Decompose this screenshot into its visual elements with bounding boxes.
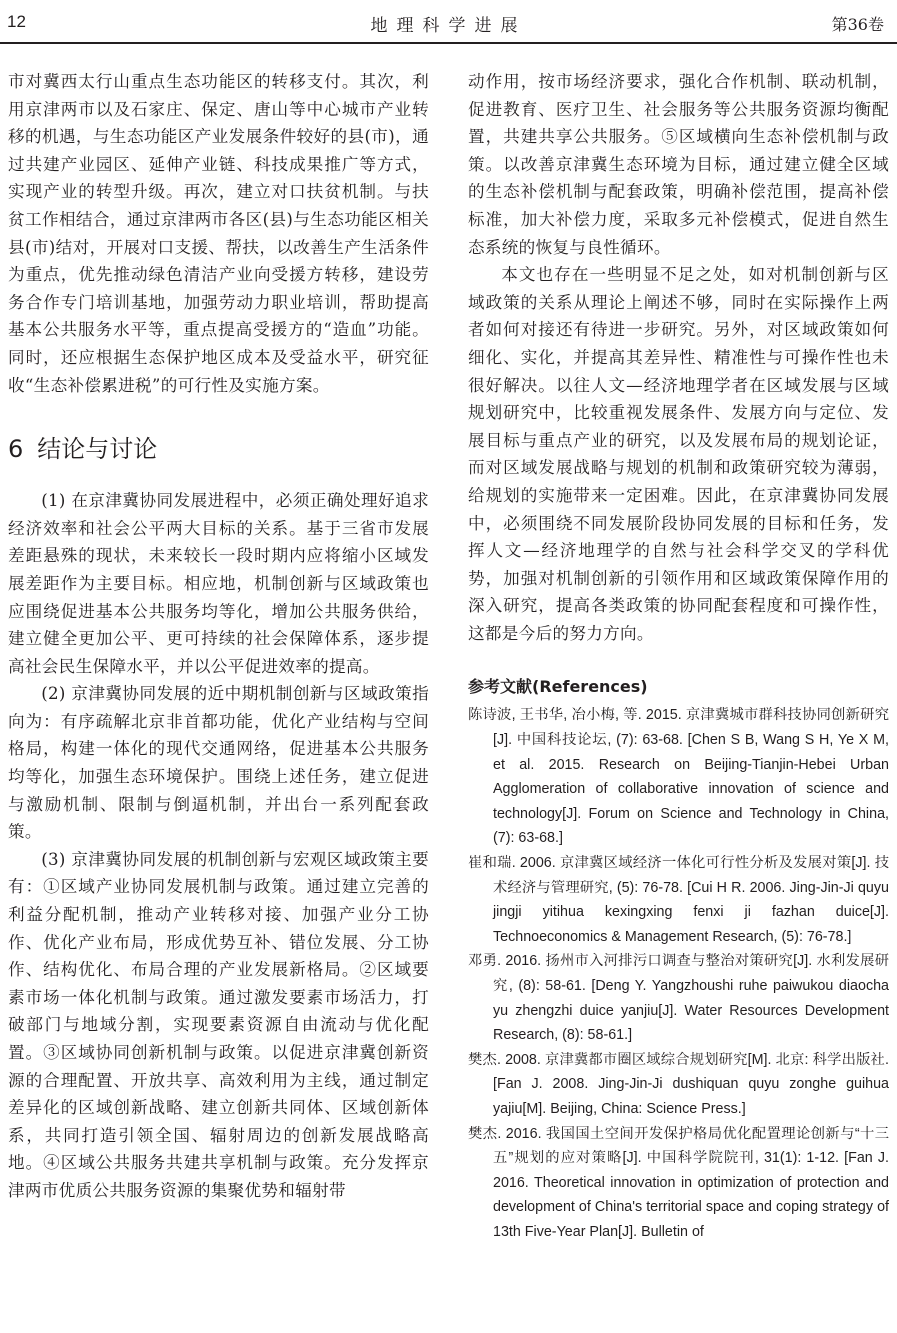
reference-item: 樊杰. 2008. 京津冀都市圈区域综合规划研究[M]. 北京: 科学出版社. [Fan J. 2008. Jing-Jin-Ji dushiquan quyu zonghe guihua yajiu[M]. Beijing, China: Science Press.]: [468, 1051, 889, 1117]
header-rule: [0, 42, 897, 44]
conclusion-paragraph-1: (1) 在京津冀协同发展进程中，必须正确处理好追求经济效率和社会公平两大目标的关系。基于三省市发展差距悬殊的现状，未来较长一段时期内应将缩小区域发展差距作为主要目标。相应地，机制创新与区域政策也应围绕促进基本公共服务均等化，增加公共服务供给，建立健全更加公平、更可持续的社会保障体系，逐步提高社会民生保障水平，并以公平促进效率的提高。: [8, 491, 429, 676]
running-header: [0, 0, 897, 44]
reference-item: 陈诗波, 王书华, 冶小梅, 等. 2015. 京津冀城市群科技协同创新研究[J]. 中国科技论坛, (7): 63-68. [Chen S B, Wang S H, Ye X M, et al. 2015. Research on Beijing-Tianjin-Hebei Urban Agglomeration of collaborative innovation of science and technology[J]. Forum on Science and Technology in China, (7): 63-68.]: [468, 707, 889, 847]
reference-list: [468, 703, 889, 1244]
left-column: [8, 68, 429, 1205]
volume-label: 第36卷: [831, 15, 884, 34]
conclusion-paragraph-3: (3) 京津冀协同发展的机制创新与宏观区域政策主要有：①区域产业协同发展机制与政策。通过建立完善的利益分配机制，推动产业转移对接、加强产业分工协作、优化产业布局，形成优势互补、错位发展、分工协作、结构优化、布局合理的产业发展新格局。②区域要素市场一体化机制与政策。通过激发要素市场活力，打破部门与地域分割，实现要素资源自由流动与优化配置。③区域协同创新机制与政策。以促进京津冀创新资源的合理配置、开放共享、高效利用为主线，通过制定差异化的区域创新战略、建立创新共同体、区域创新体系，共同打造引领全国、辐射周边的创新发展战略高地。④区域公共服务共建共享机制与政策。充分发挥京津两市优质公共服务资源的集聚优势和辐射带: [8, 849, 429, 1200]
right-column: [468, 68, 889, 1245]
references-heading: 参考文献(References): [468, 677, 648, 697]
reference-item: 樊杰. 2016. 我国国土空间开发保护格局优化配置理论创新与“十三五”规划的应对策略[J]. 中国科学院院刊, 31(1): 1-12. [Fan J. 2016. Theoretical innovation in optimization of protection and development of China's territorial space and coping strategy of 13th Five-Year Plan[J]. Bulletin of: [468, 1125, 889, 1240]
page-number: 12: [7, 12, 26, 31]
body-paragraph: 市对冀西太行山重点生态功能区的转移支付。其次，利用京津两市以及石家庄、保定、唐山等中心城市产业转移的机遇，与生态功能区产业发展条件较好的县(市)，通过共建产业园区、延伸产业链、科技成果推广等方式，实现产业的转型升级。再次，建立对口扶贫机制。与扶贫工作相结合，通过京津两市各区(县)与生态功能区相关县(市)结对，开展对口支援、帮扶，以改善生产生活条件为重点，优先推动绿色清洁产业向受援方转移，建设劳务合作专门培训基地，加强劳动力职业培训，帮助提高基本公共服务水平等，重点提高受援方的“造血”功能。同时，还应根据生态保护地区成本及受益水平，研究征收“生态补偿累进税”的可行性及实施方案。: [8, 72, 429, 395]
section-heading: [8, 433, 429, 465]
section-number: 6: [8, 435, 24, 464]
reference-item: 崔和瑞. 2006. 京津冀区域经济一体化可行性分析及发展对策[J]. 技术经济与管理研究, (5): 76-78. [Cui H R. 2006. Jing-Jin-Ji quyu jingji yitihua kexingxing fenxi ji fazhan duice[J]. Technoeconomics & Management Research, (5): 76-78.]: [468, 855, 889, 945]
reference-item: 邓勇. 2016. 扬州市入河排污口调查与整治对策研究[J]. 水利发展研究, (8): 58-61. [Deng Y. Yangzhoushi ruhe paiwukou diaocha yu zhengzhi duice yanjiu[J]. Water Resources Development Research, (8): 58-61.]: [468, 953, 889, 1044]
section-title: 结论与讨论: [37, 435, 158, 464]
journal-title: 地理科学进展: [370, 16, 527, 36]
discussion-paragraph: 本文也存在一些明显不足之处，如对机制创新与区域政策的关系从理论上阐述不够，同时在实际操作上两者如何对接还有待进一步研究。另外，对区域政策如何细化、实化，并提高其差异性、精准性与可操作性也未很好解决。以往人文—经济地理学者在区域发展与区域规划研究中，比较重视发展条件、发展方向与定位、发展目标与重点产业的研究，以及发展布局的规划论证，而对区域发展战略与规划的机制和政策研究较为薄弱，给规划的实施带来一定困难。因此，在京津冀协同发展中，必须围绕不同发展阶段协同发展的目标和任务，发挥人文—经济地理学的自然与社会科学交叉的学科优势，加强对机制创新的引领作用和区域政策保障作用的深入研究，提高各类政策的协同配套程度和可操作性，这都是今后的努力方向。: [468, 265, 889, 643]
body-paragraph: 动作用，按市场经济要求，强化合作机制、联动机制，促进教育、医疗卫生、社会服务等公共服务资源均衡配置，共建共享公共服务。⑤区域横向生态补偿机制与政策。以改善京津冀生态环境为目标，通过建立健全区域的生态补偿机制与配套政策，明确补偿范围，提高补偿标准，加大补偿力度，采取多元补偿模式，促进自然生态系统的恢复与良性循环。: [468, 72, 889, 257]
conclusion-paragraph-2: (2) 京津冀协同发展的近中期机制创新与区域政策指向为：有序疏解北京非首都功能，优化产业结构与空间格局，构建一体化的现代交通网络，促进基本公共服务均等化，加强生态环境保护。围绕上述任务，建立促进与激励机制、限制与倒逼机制，并出台一系列配套政策。: [8, 684, 429, 842]
